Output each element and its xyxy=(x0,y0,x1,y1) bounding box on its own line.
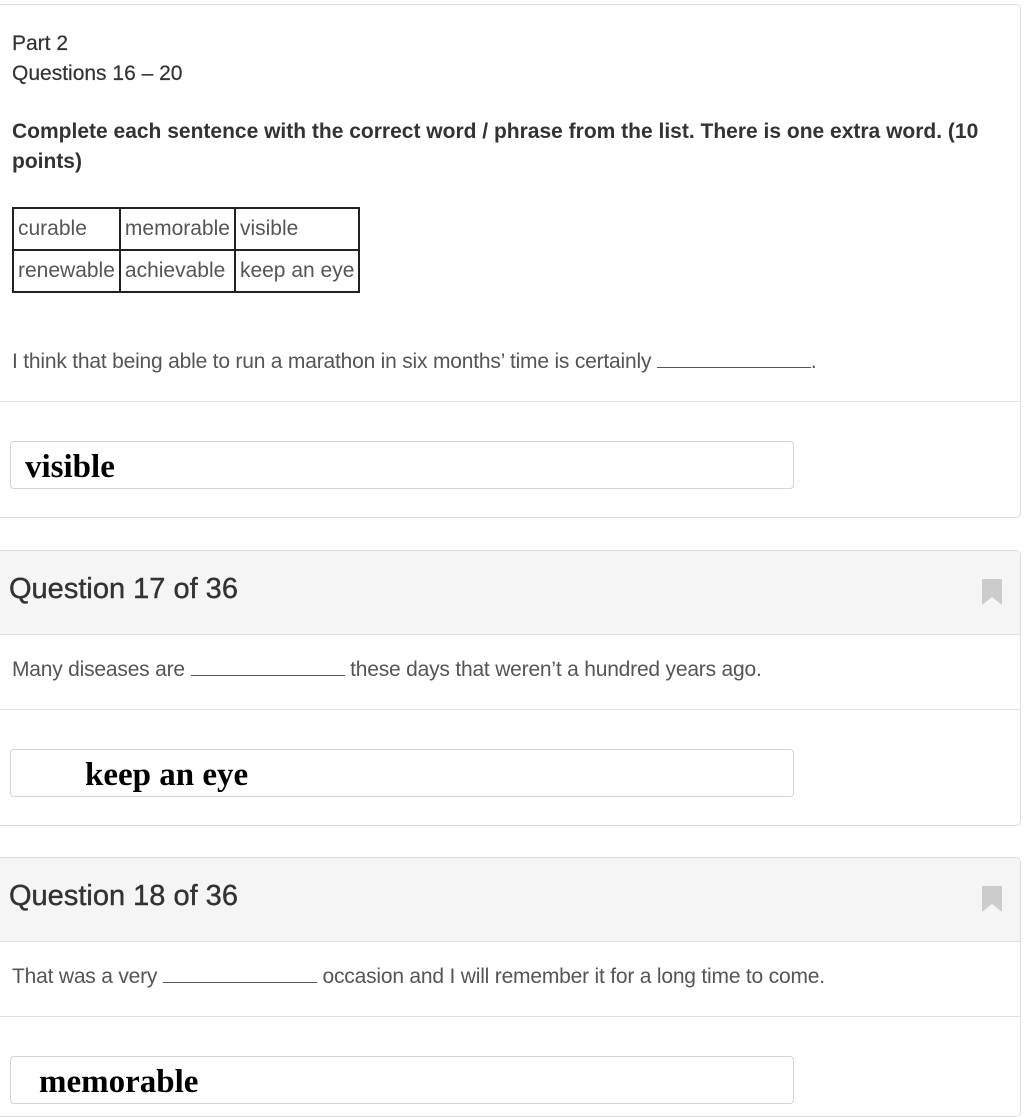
sentence-after: . xyxy=(810,350,817,373)
question-title: Question 18 of 36 xyxy=(9,880,238,912)
word-list-cell: keep an eye xyxy=(235,250,359,292)
question-header xyxy=(0,551,1020,635)
word-list-cell: memorable xyxy=(120,208,235,250)
question-card-16 xyxy=(0,4,1021,518)
word-list-cell: curable xyxy=(13,208,120,250)
question-header xyxy=(0,858,1020,942)
question-sentence xyxy=(12,964,825,989)
word-list-cell: achievable xyxy=(120,250,235,292)
word-list-row xyxy=(13,208,359,250)
question-title: Question 17 of 36 xyxy=(9,573,238,605)
question-range: Questions 16 – 20 xyxy=(12,62,183,85)
word-list-cell: visible xyxy=(235,208,359,250)
sentence-after: these days that weren’t a hundred years ago. xyxy=(350,658,762,681)
answer-input[interactable] xyxy=(10,441,794,489)
answer-text: keep an eye xyxy=(85,757,249,793)
answer-text: memorable xyxy=(39,1064,199,1100)
divider xyxy=(0,401,1021,402)
part-heading xyxy=(12,29,1002,89)
word-list-row xyxy=(13,250,359,292)
answer-text: visible xyxy=(25,449,115,485)
sentence-before: That was a very xyxy=(12,965,158,988)
divider xyxy=(0,709,1021,710)
word-list-cell: renewable xyxy=(13,250,120,292)
answer-blank xyxy=(191,657,345,676)
answer-blank xyxy=(163,964,317,983)
sentence-before: Many diseases are xyxy=(12,658,185,681)
question-card-17 xyxy=(0,550,1021,826)
word-list-table xyxy=(12,207,360,293)
instructions-text: Complete each sentence with the correct word / phrase from the list. There is one extra word. (10 points) xyxy=(12,120,979,173)
bookmark-icon[interactable] xyxy=(981,885,1003,913)
answer-blank xyxy=(657,349,811,368)
answer-input[interactable] xyxy=(10,749,794,797)
sentence-after: occasion and I will remember it for a long time to come. xyxy=(322,965,825,988)
question-card-18 xyxy=(0,857,1021,1117)
question-sentence xyxy=(12,349,817,374)
answer-input[interactable] xyxy=(10,1056,794,1104)
bookmark-icon[interactable] xyxy=(981,578,1003,606)
part-title: Part 2 xyxy=(12,32,69,55)
divider xyxy=(0,1016,1021,1017)
sentence-before: I think that being able to run a marathon in six months’ time is certainly xyxy=(12,350,652,373)
question-sentence xyxy=(12,657,762,682)
